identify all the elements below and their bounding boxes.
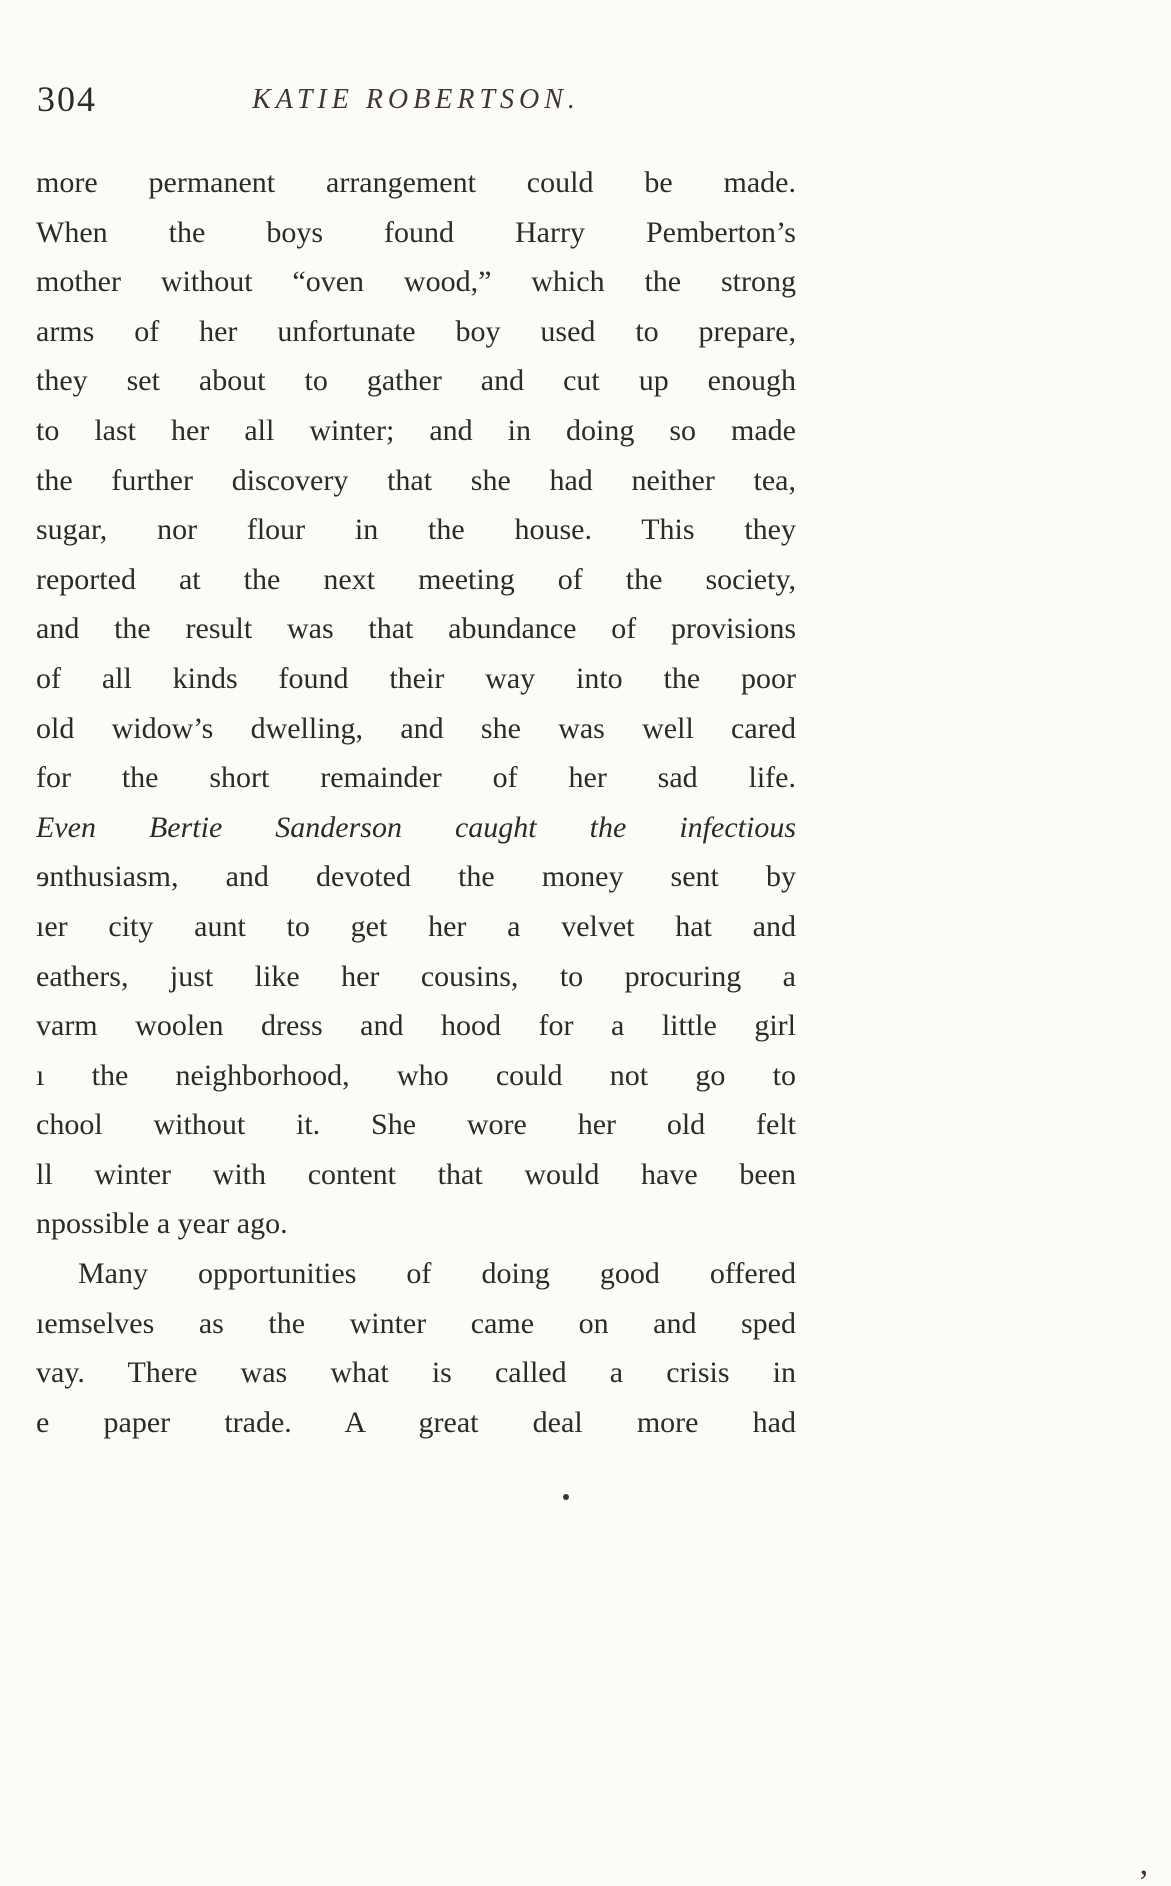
text-line: varm woolen dress and hood for a little girl xyxy=(36,1009,796,1043)
text-line: more permanent arrangement could be made. xyxy=(36,166,796,199)
text-line: npossible a year ago. xyxy=(36,1207,288,1241)
text-line: ıer city aunt to get her a velvet hat and xyxy=(36,909,796,943)
text-line: for the short remainder of her sad life. xyxy=(36,761,796,795)
text-line: they set about to gather and cut up enough xyxy=(36,364,796,398)
body-text xyxy=(36,158,796,1447)
text-line: and the result was that abundance of provisions xyxy=(36,612,796,646)
scan-speck xyxy=(563,1494,569,1500)
text-line: ɘnthusiasm, and devoted the money sent by xyxy=(36,860,796,894)
text-line: eathers, just like her cousins, to procuring a xyxy=(36,959,796,993)
text-line: When the boys found Harry Pemberton’s xyxy=(36,215,796,249)
text-line: vay. There was what is called a crisis in xyxy=(36,1356,796,1390)
text-line: e paper trade. A great deal more had xyxy=(36,1405,796,1439)
text-line: Many opportunities of doing good offered xyxy=(78,1257,796,1291)
text-line: ll winter with content that would have been xyxy=(36,1157,796,1191)
text-line: mother without “oven wood,” which the strong xyxy=(36,265,796,299)
corner-mark: ‚ xyxy=(1138,1845,1150,1882)
text-line: sugar, nor flour in the house. This they xyxy=(36,513,796,547)
text-line: arms of her unfortunate boy used to prepare, xyxy=(36,314,796,348)
text-line: to last her all winter; and in doing so made xyxy=(36,413,796,447)
text-line: old widow’s dwelling, and she was well cared xyxy=(36,711,796,745)
text-line: reported at the next meeting of the society, xyxy=(36,562,796,596)
text-line: of all kinds found their way into the poor xyxy=(36,661,796,695)
text-line: chool without it. She wore her old felt xyxy=(36,1108,796,1142)
text-line: Even Bertie Sanderson caught the infectious xyxy=(36,810,796,844)
text-line: ı the neighborhood, who could not go to xyxy=(36,1058,796,1092)
page-number: 304 xyxy=(37,79,97,119)
text-line: ıemselves as the winter came on and sped xyxy=(36,1306,796,1340)
running-header: KATIE ROBERTSON. xyxy=(252,84,580,115)
text-line: the further discovery that she had neither tea, xyxy=(36,463,796,497)
